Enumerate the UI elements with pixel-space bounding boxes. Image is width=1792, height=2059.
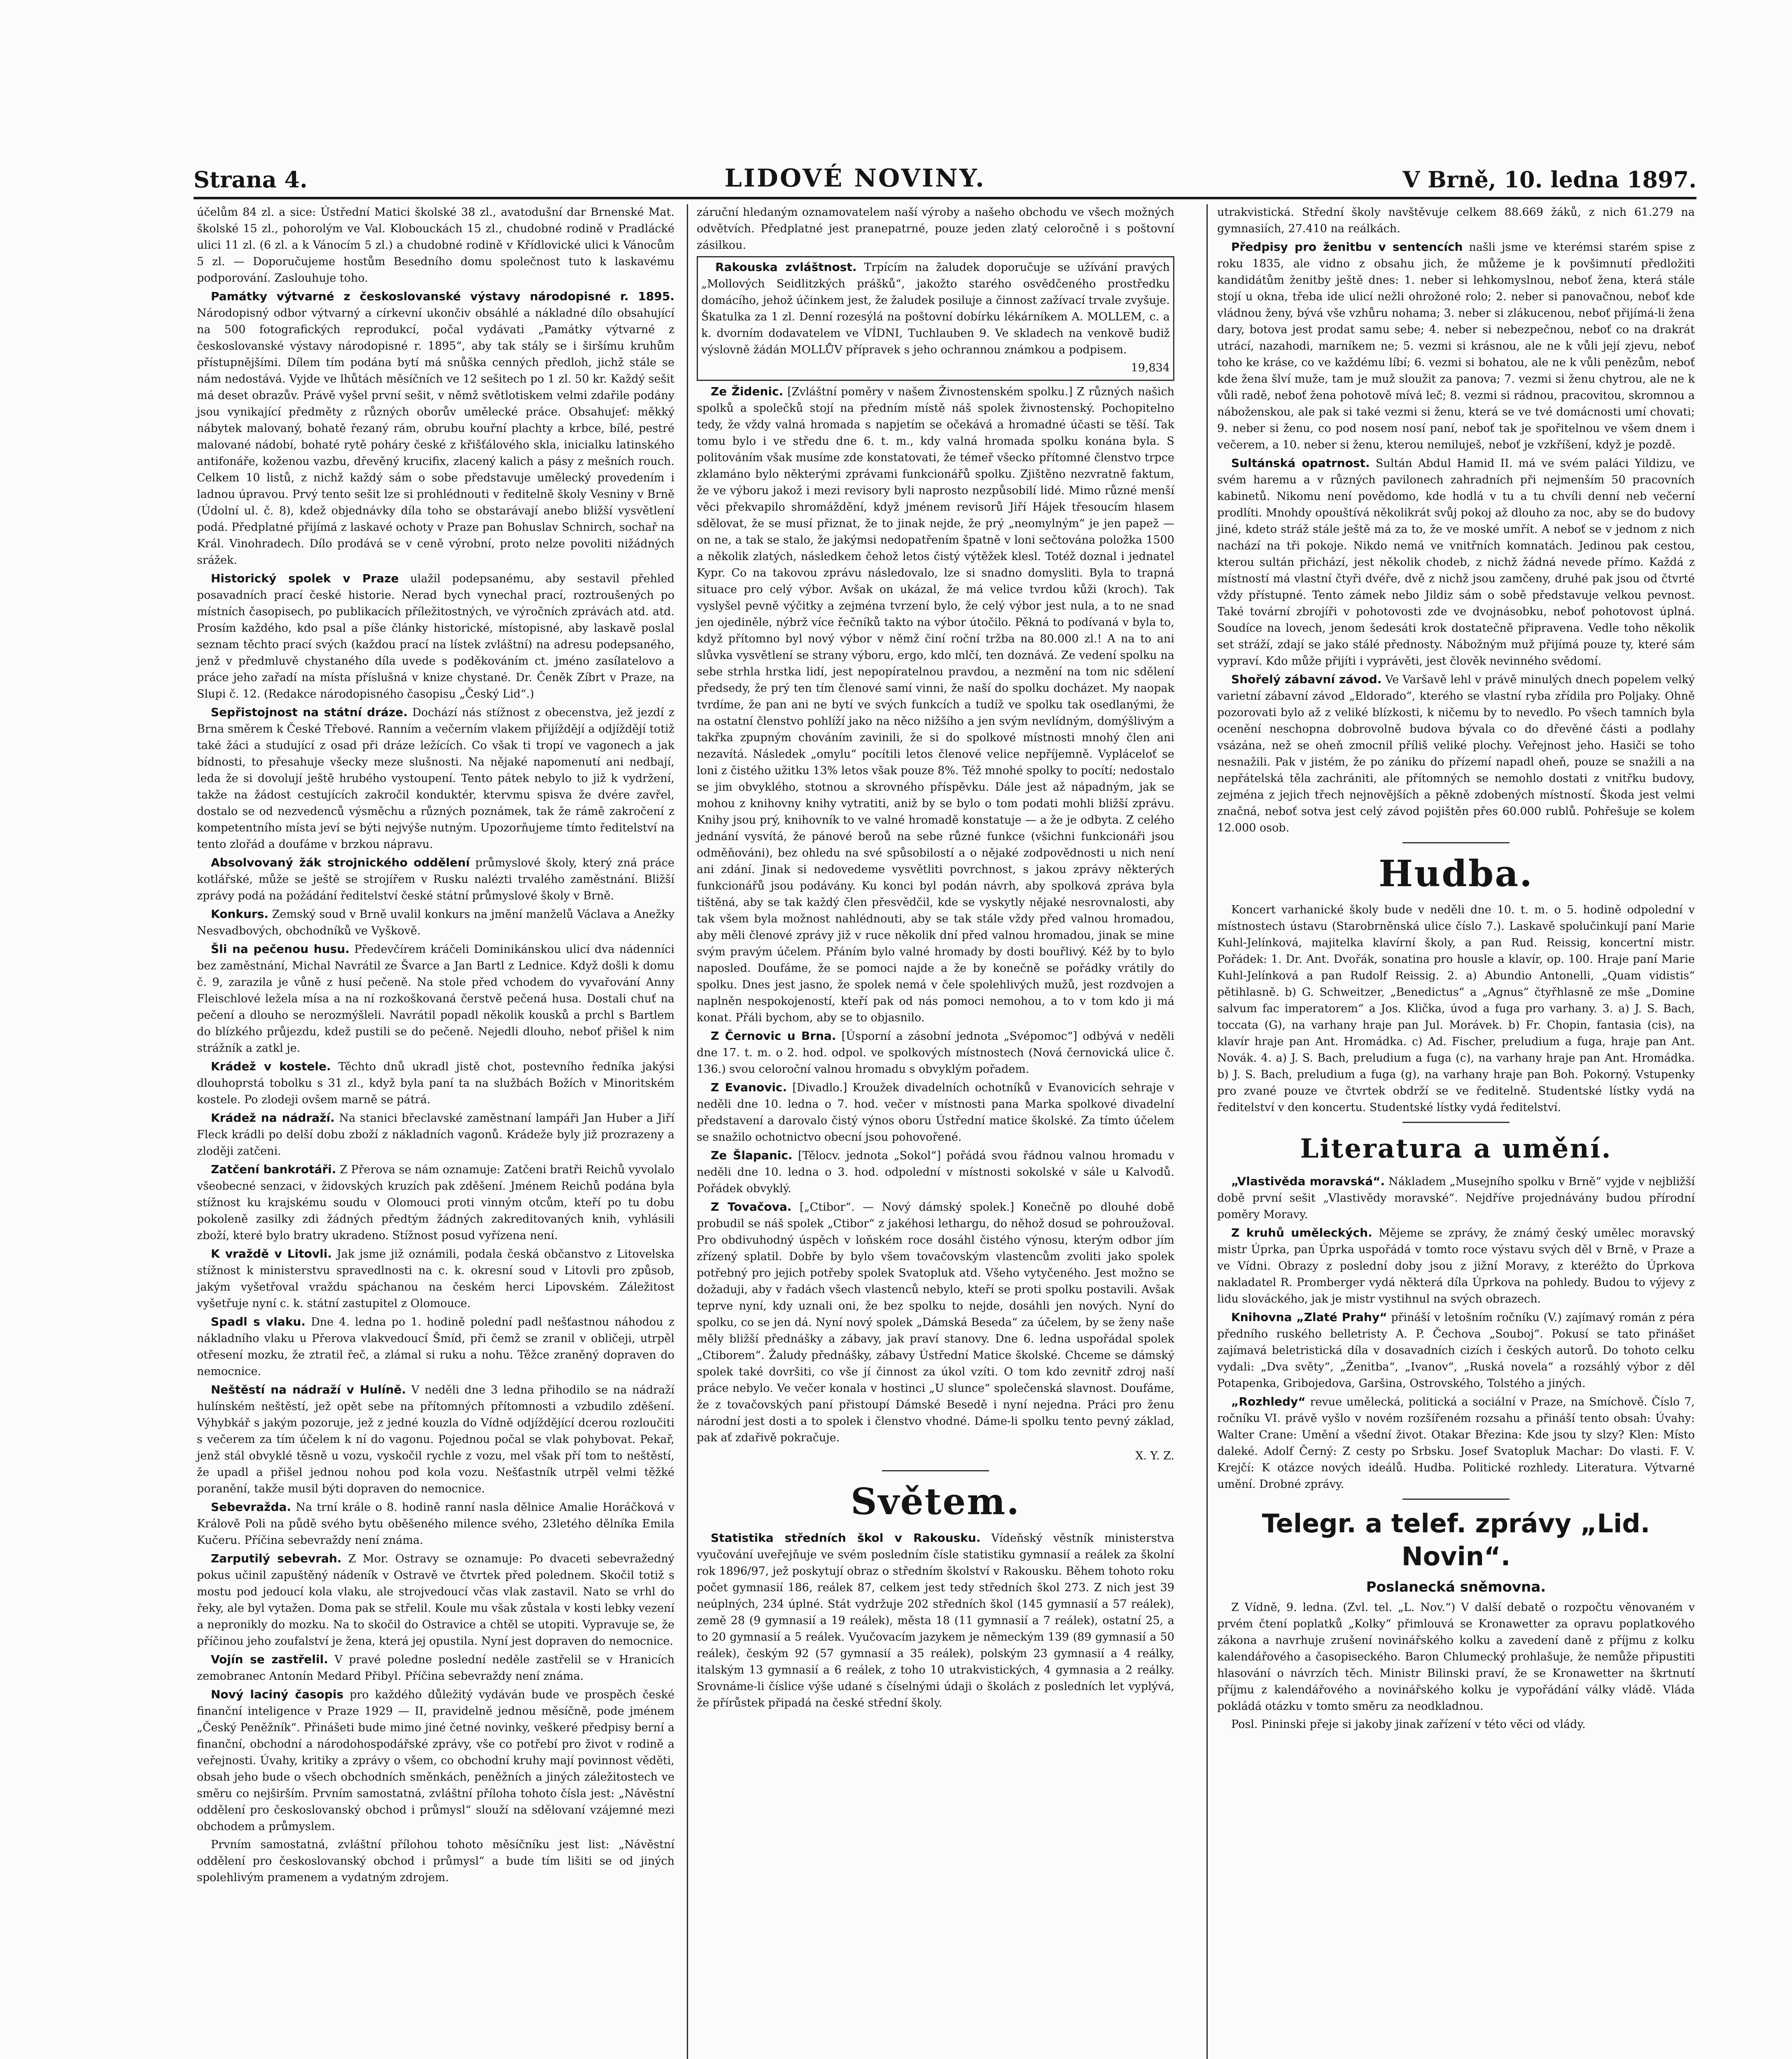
section-divider [882, 1470, 989, 1471]
article-headline: Konkurs. [211, 907, 269, 921]
article-headline: Krádež v kostele. [211, 1060, 331, 1073]
article-headline: Zarputilý sebevrah. [211, 1552, 342, 1565]
column-middle [697, 204, 1174, 1713]
section-heading-hudba: Hudba. [1379, 852, 1533, 895]
article-spadl-s-vlaku: Spadl s vlaku. Dne 4. ledna po 1. hodině polední padl nešťastnou náhodou z nákladního vlaku u Přerova vlakvedoucí Šmíd, při čemž se zranil v obličeji, utrpěl otřesení mozku, že ztratil řeč, a zlámal si ruku a nohu. Těžce zraněný dopraven do nemocnice. [197, 1315, 674, 1378]
article-headline: K vraždě v Litovli. [211, 1247, 332, 1261]
column-rule-2 [1206, 204, 1208, 2059]
subsection-heading: Poslanecká sněmovna. [1366, 1579, 1546, 1595]
article-hulin: Neštěstí na nádraží v Hulíně. V neděli dne 3 ledna přihodilo se na nádraží hulínském neštěstí, jež opět sebe na přítomných přítomnosti a vzbudilo zděšení. Výhybkář s jakým pozoruje, jež z jedné kouzla do Vídně odjíždějící dcerou rozloučiti s večerem za tím účelem k ní do vagonu. Pojednou počal se vlak pohybovat. Pekař, jenž stál obvyklé těsně u vozu, vyskočil rychle z vozu, mel však pří tom to neštěstí, že upadl a přišel jednou nohou pod kola vozu. Nešťastník utrpěl velmi těžké poranění, takže musil býti dopraven do nemocnice. [197, 1383, 674, 1495]
section-heading-literatura: Literatura a umění. [1300, 1133, 1612, 1164]
article-slapanice: Ze Šlapanic. [Tělocv. jednota „Sokol“] pořádá svou řádnou valnou hromadu v neděli dne 10. ledna o 3. hod. odpolední v místnosti sokolské v sále u Kalvodů. Pořádek obvyklý. [697, 1149, 1175, 1195]
page-label: Strana 4. [194, 166, 308, 193]
article-predpisy: Předpisy pro ženitbu v sentencích našli jsme ve kterémsi starém spise z roku 1835, ale vidno z obsahu jich, že můžeme je k povšimnutí předložiti kandidátům ženitby ještě dnes: 1. neber si lehkomyslnou, neboť žena, která stále stojí u okna, třeba ide ulicí nežli ohrožoné rolo; 2. neber si panovačnou, neboť kde vládnou ženy, bývá vše vzhůru nohama; 3. neber si zlákucenou, neboť přijímá-li žena dary, botova jest prodat samu sebe; 4. neber si nebezpečnou, neboť co na drakrát utrácí, nazahodi, marníkem ne; 5. vezmi si krásnou, ale ne k vůli její zjevu, neboť toho ke kráse, co ve každému líbí; 6. vezmi si bohatou, ale ne k vůli penězům, neboť kde žena šlví muže, tam je muž sloužit za panova; 7. vezmi si ženu chytrou, ale ne k vůli radě, neboť žena pohotově mívá leč; 8. vezmi si rádnou, pracovitou, skromnou a náboženskou, ale pak si také vezmi si ženu, která se ve tvé domácnosti umí chovati; 9. neber si ženu, co pod nosem nosí paní, neboť tak je spořitelnou ve všem dnem i večerem, a 10. neber si ženu, kterou nemiluješ, neboť je vzkříšení, když je pozdě. [1217, 240, 1695, 451]
article-headline: Z Evanovic. [711, 1081, 787, 1094]
article-pamatky: Památky výtvarné z českoslovanské výstavy národopisné r. 1895. Národopisný odbor výtvarný a církevní ukončiv obsáhlé a nákladné dílo obsahující na 500 fotografických reprodukcí, počal vydávati „Památky výtvarné z českoslovanské výstavy národopisné r. 1895“, aby tak stály se i širšímu kruhům přístupnějšími. Dílem tím podána bytí má snůška cenných předloh, jichž stále se nám nedostává. Vyjde ve lhůtách měsíčních ve 12 sešitech po 1 zl. 50 kr. Každý sešit má deset obrazův. Právě vyšel první sešit, v němž světlotiskem velmi zdařile podány jsou vynikající předměty z různých oborův umělecké práce. Obsahujeť: měkký nábytek malovaný, bohatě řezaný rám, obrubu kouřní plachty a krbce, bílé, pestré malované nádobí, bohaté rytě poháry české z křišťálového skla, inicialku latinského antifonáře, koženou vazbu, dřevěný krucifix, zlacený kalich a pásy z mešních rouch. Celkem 10 listů, z nichž každý sám o sobe představuje umělecký provedením i ladnou úpravou. Prvý tento sešit lze si prohlédnouti v ředitelně školy Vesniny v Brně (Údolní ul. č. 8), kdež objednávky díla toho se obstarávají anebo bližší vysvětlení podá. Předplatné přijímá z laskavé ochoty v Praze pan Bohuslav Schnirch, sochař na Král. Vinohradech. Dílo prodává se v ceně výrobní, proto nelze povoliti nižádných srážek. [197, 289, 674, 567]
article-kradez-kostel: Krádež v kostele. Těchto dnů ukradl jistě chot, postevního ředníka jakýsi dlouhoprstá tobolku s 31 zl., když byla paní ta na službách Božích v Minoritském kostele. Po zlodeji ovšem marně se pátrá. [197, 1060, 674, 1106]
article-headline: Sepřistojnost na státní dráze. [211, 705, 408, 719]
article-headline: Spadl s vlaku. [211, 1315, 306, 1328]
article-vlastiveda: „Vlastivěda moravská“. Nákladem „Musejního spolku v Brně“ vyjde v nejbližší době první sešit „Vlastivědy moravské“. Nejdříve projednávány budou přírodní poměry Moravy. [1217, 1174, 1695, 1221]
article-headline: Statistika středních škol v Rakousku. [711, 1531, 981, 1545]
article-headline: Šli na pečenou husu. [211, 942, 350, 956]
article-continuation: záruční hledaným oznamovatelem naší výroby a našeho obchodu ve všech možných odvětvích. Předplatné jest pranepatrné, pouze jeden zlatý celoročně i s poštovní zásilkou. [697, 206, 1174, 252]
article-zlata-praha: Knihovna „Zlaté Prahy“ přináší v letošním ročníku (V.) zajímavý román z péra předního ruského belletristy A. P. Čechova „Souboj“. Pokusí se tato přinášet zajímavá beletristická díla v dosavadních cizích i českých autorů. Do tohoto celku vydali: „Dva světy“, „Ženitba“, „Ivanov“, „Ruská novela“ a rozsáhlý výbor z děl Potapenka, Gribojedova, Garšina, Ostrovského, Tolstého a jiných. [1217, 1310, 1695, 1390]
article-cernovice: Z Černovic u Brna. [Úsporní a zásobní jednota „Svépomoc“] odbývá v neděli dne 17. t. m. o 2. hod. odpol. ve spolkových místnostech (Nová černovická ulice č. 136.) svou celoroční valnou hromadu s obvyklým pořadem. [697, 1029, 1174, 1076]
article-koncert: Koncert varhanické školy bude v neděli dne 10. t. m. o 5. hodině odpolední v místnostech ústavu (Starobrněnská ulice číslo 7.). Laskavě spolučinkují paní Marie Kuhl-Jelínková, majitelka klavírní školy, a pan Rud. Reissig, koncertní mistr. Pořádek: 1. Dr. Ant. Dvořák, sonatina pro housle a klavír, op. 100. Hraje paní Marie Kuhl-Jelínková a pan Rudolf Reissig. 2. a) Abundio Antonelli, „Quam vidistis“ pětihlasně. b) G. Schweitzer, „Benedictus“ a „Agnus“ čtyřhlasně ze mše „Domine salvum fac imperatorem“ a Jos. Klička, úvod a fuga pro varhany. 3. a) J. S. Bach, toccata (G), na varhany hraje pan Jul. Morávek. b) Fr. Chopin, fantasia (cis), na klavír hraje pan Ant. Hromádka. c) Ad. Fischer, preludium a fuga, hraje pan Ant. Novák. 4. a) J. S. Bach, preludium a fuga (c), na varhany hraje pan Ant. Hromádka. b) J. S. Bach, preludium a fuga (g), na varhany hraje pan Boh. Pokorný. Vstupenky pro zvané pouze ve čtvrtek obdrží se ve ředitelně. Studentské lístky vydá na ředitelství v den koncertu. Studentské lístky vydá ředitelství. [1217, 903, 1695, 1114]
article-vrazda-litovel: K vraždě v Litovli. Jak jsme již oznámili, podala česká občanstvo z Litovelska stížnost k ministerstvu spravedlnosti na c. k. okresní soud v Litovli pro způsob, jakým vyšetřoval vraždu spáchanou na českém herci Lipovském. Záležitost vyšetřuje nyní c. k. státní zastupitel z Olomouce. [197, 1247, 675, 1310]
article-headline: Nový laciný časopis [211, 1688, 344, 1701]
article-headline: Z Černovic u Brna. [711, 1029, 836, 1043]
dateline: V Brně, 10. ledna 1897. [1402, 166, 1696, 193]
section-divider [1402, 842, 1510, 843]
article-evanovice: Z Evanovic. [Divadlo.] Kroužek divadelních ochotníků v Evanovicích sehraje v neděli dne 10. ledna o 7. hod. večer v místnosti pana Marka spolkové divadelní představení a darovalo čistý výnos oboru Ústřední matice školské. Za tímto účelem se snažilo ochotnictvo obecní jsou pohovořené. [697, 1081, 1175, 1144]
article-headline: Z kruhů uměleckých. [1231, 1226, 1372, 1240]
column-left [197, 204, 674, 1888]
article-sebevrah: Zarputilý sebevrah. Z Mor. Ostravy se oznamuje: Po dvaceti sebevražedný pokus učinil zapuštěný nádeník v Ostravě ve čtvrtek před polednem. Skočil totiž s mostu pod jedoucí kola vlaku, ale strojvedoucí včas vlak zastavil. Nato se vrhl do řeky, ale byl vytažen. Doma pak se střelil. Koule mu však zůstala v kosti lebky vezení a nepronikly do mozku. Na to skočil do Ostravice a chtěl se utopiti. Vypravuje se, že příčinou jeho zoufalství je žena, která jej opustila. Nyní jest dopraven do nemocnice. [197, 1552, 674, 1648]
article-husa: Šli na pečenou husu. Předevčírem kráčeli Dominikánskou ulicí dva nádenníci bez zaměstnání, Michal Navrátil ze Švarce a Jan Bartl z Lednice. Když došli k domu č. 9, zarazila je vůně z husí pečeně. Na stole před vchodem do vyvařování Anny Fleischlové ležela mísa a na ní rozkoškovaná čerstvě pečená husa. Dostali chuť na pečení a dlouho se nerozmýšleli. Navrátil popadl několik kousků a prchl s Bartlem do blízkého průjezdu, kdež pustili se do pečeně. Nejedli dlouho, neboť přišel k nim strážník a zatkl je. [197, 942, 674, 1055]
section-heading-svetem: Světem. [850, 1480, 1021, 1523]
article-eldorado: Shořelý zábavní závod. Ve Varšavě lehl v právě minulých dnech popelem velký varietní zábavní závod „Eldorado“, kterého se vlastní ryba zřídila pro Poljaky. Ohně pozorovati bylo až z veliké blízkosti, k ničemu by to nevedlo. Po všech tamních byla ocenění neschopna dobrovolně budova bývala co do dřevěné části a podlahy vsázána, než se oheň zmocnil příliš veliké plochy. Veřejnost jeho. Hasiči se toho nesnažili. Pak v jistém, že po zániku do přízemí napadl oheň, pouze se snažili a na nepřátelská těla zachrániti, ale přítomných se nemohlo dostati z vnitřku budovy, zejména z jejich třech nejnovějších a pěkně zdobených místností. Škoda jest velmi značná, neboť sotva jest celý závod pojištěn přes 60.000 rublů. Pohřešuje se kolem 12.000 osob. [1217, 672, 1695, 834]
column-right [1217, 204, 1695, 1735]
article-headline: Zatčení bankrotáři. [211, 1163, 336, 1176]
article-sebevrazda: Sebevražda. Na trní krále o 8. hodině ranní nasla dělnice Amalie Horáčková v Králově Poli na půdě svého bytu oběšeného milence svého, 23letého dělníka Emila Kučeru. Příčina sebevraždy není známa. [197, 1500, 674, 1547]
article-vojin: Vojín se zastřelil. V pravé poledne poslední neděle zastřelil se v Hranicích zemobranec Antonín Medard Přibyl. Příčina sebevraždy není známa. [197, 1653, 674, 1683]
article-casopis: Nový laciný časopis pro každého důležitý vydáván bude ve prospěch české finanční inteligence v Praze 1929 — II, pravidelně jednou měsíčně, pode jménem „Český Peněžník“. Přinášeti bude mimo jiné četné novinky, veškeré předpisy berní a finanční, obchodní a národohospodářské zprávy, vše co potřebí pro život v rodině a veřejnosti. Úvahy, kritiky a zprávy o všem, co obchodní kruhy mají povinnost věděti, obsah jeho bude o všech obchodních směnkách, peněžních a jiných záležitostech ve směru co nejširším. Prvním samostatná, zvláštní příloha tohoto čísla jest: „Návěstní oddělení pro českoslovanský obchod i průmysl“ slouží na sdělovaní vzájemné mezi obchodem a průmyslem. [197, 1688, 674, 1833]
article-headline: Historický spolek v Praze [211, 572, 399, 585]
article-signature: X. Y. Z. [1135, 1450, 1174, 1462]
article-headline: Památky výtvarné z českoslovanské výstavy národopisné r. 1895. [211, 289, 674, 303]
article-sultan: Sultánská opatrnost. Sultán Abdul Hamid II. má ve svém paláci Yildizu, ve svém haremu a v různých pavilonech zahradních při nejmenším 50 pracovních kabinetů. Nikomu není povědomo, kde hodlá v tu a tu chvíli denní neb večerní prodlíti. Mnohdy opouštívá několikrát svůj pokoj až dlouho za noc, aby se do budovy jiné, kdeto stráž stále ještě má za to, že ve moské umřít. A neboť se v jednom z nich nachází na tři pokoje. Nikdo nemá ve vnitřních komnatách. Jedinou pak cestou, kterou sultán přichází, jest několik chodeb, z nichž žádná nevede přímo. Každá z místností má vlastní čtyři dvéře, dvě z nichž jsou zamčeny, druhé pak jsou od čtvrté vždy přístupné. Tento zámek nebo Jildiz sám o sobě představuje velkou pevnost. Také tovární zbrojíři v pohotovosti zde ve dvojnásobku, neboť pohotovost úplná. Soudíce na lovech, jenom šedesáti krok dostatečně připravena. Vedle toho několik set stráží, zdají se jako stálé přednosty. Nábožným muž přijímá pouze ty, které sám vypraví. Kdo může přijíti i vyprávěti, jest člověk nevinného svědomí. [1217, 456, 1695, 668]
article-bankrotari: Zatčení bankrotáři. Z Přerova se nám oznamuje: Zatčeni bratři Reichů vyvolalo všeobecné senzaci, v židovských kruzích pak zděšení. Jménem Reichů podána byla stížnost ku krajskému soudu v Olomouci proti vinným otcům, kteří po tu dobu pokoleně zasilky zdi žádných předtým žádných zakreditovaných knih, vyhlásili zboží, které bylo bratry ukradeno. Stížnost posud vyřízena není. [197, 1163, 674, 1242]
article-statistika: Statistika středních škol v Rakousku. Vídeňský věstník ministerstva vyučování uveřejňuje ve svém posledním čísle statistiku gymnasií a reálek za školní rok 1896/97, jež poskytují obraz o středním školství v Rakousku. Během tohoto roku počet gymnasií 186, reálek 87, celkem jest tedy středních škol 273. Z nich jest 39 neúplných, 234 úplné. Stát vydržuje 202 středních škol (145 gymnasií a 57 reálek), země 28 (9 gymnasií a 19 reálek), města 18 (11 gymnasií a 7 reálek), ostatní 25, a to 20 gymnasií a 5 reálek. Vyučovacím jazykem je německým 139 (89 gymnasií a 50 reálek), českým 92 (57 gymnasií a 35 reálek), polským 23 gymnasií a 4 reálky, italským 13 gymnasií a 6 reálek, z toho 10 utrakvistických, 4 gymnasia a 2 reálky. Srovnáme-li číslice výše udané s číselnými údaji o školách z posledních let vyplývá, že přírůstek připadá na české střední školy. [697, 1531, 1174, 1709]
article-headline: Předpisy pro ženitbu v sentencích [1231, 240, 1463, 254]
ad-headline: Rakouska zvláštnost. [715, 260, 857, 274]
article-headline: Absolvovaný žák strojnického oddělení [211, 856, 470, 869]
article-headline: Shořelý zábavní závod. [1231, 672, 1382, 686]
section-divider [1402, 1499, 1510, 1500]
article-rozhledy: „Rozhledy“ revue umělecká, politická a sociální v Praze, na Smíchově. Číslo 7, ročníku VI. právě vyšlo v novém rozšířeném rozsahu a přináší tento obsah: Úvahy: Walter Crane: Umění a všední život. Otakar Březina: Kde jsou ty slzy? Klen: Místo daleké. Adolf Černý: Z cesty po Srbsku. Josef Svatopluk Machar: Do vlasti. F. V. Krejčí: K otázce nových ideálů. Hudba. Politické rozhledy. Literatura. Výtvarné umění. Drobné zprávy. [1217, 1395, 1695, 1491]
running-head [194, 164, 1696, 193]
article-headline: Sebevražda. [211, 1500, 292, 1514]
ad-text: Rakouska zvláštnost. Trpícím na žaludek doporučuje se užívání pravých „Mollových Seidlitzkých prášků“, jakožto starého osvědčeného prostředku domácího, jehož účinkem jest, že žaludek posiluje a činnost zažívací trvale zvyšuje. Škatulka za 1 zl. Denní rozesýlá na poštovní dobírku lékárníkem A. MOLLEM, c. a k. dvorním dodavatelem ve VÍDNI, Tuchlauben 9. Ve skladech na venkově budiž výslovně žádán MOLLŮV přípravek s jeho ochrannou známkou a podpisem. [701, 260, 1170, 356]
article-snemovna-2: Posl. Pininski přeje si jakoby jinak zařízení v této věci od vlády. [1231, 1718, 1586, 1731]
article-headline: Z Tovačova. [711, 1200, 792, 1214]
article-zidenice: Ze Židenic. [Zvláštní poměry v našem Živnostenském spolku.] Z různých našich spolků a společků stojí na předním místě náš spolek živnostenský. Pochopitelno tedy, že vždy valná hromada s napjetím se očekává a hromadné účasti se těší. Tak tomu bylo i ve středu dne 6. t. m., kdy valná hromada spolku konána byla. S politováním však musíme zde konstatovati, že témeř všecko přítomné členstvo trpce zklamáno bylo některými zprávami funkcionářů spolku. Zjištěno nezvratně faktum, že ve výboru jakož i mezi revisory byli naprosto nezpůsobilí lidé. Mimo různé menší věci překvapilo shromáždění, když jménem revisorů Jiří Hájek třesoucím hlasem sdělovat, že se musí přiznat, že to jinak nejde, že prý „neomylným“ je jen papež — on ne, a tak se stalo, že jakýmsi nedopatřením špatně v loni sečtována položka 1500 a několik zlatých, následkem čehož letos čistý výtěžek klesl. Totéž doznal i jednatel Kypr. Co na takovou zprávu následovalo, lze si snadno domysliti. Byla to trapná situace pro celý výbor. Avšak on ukázal, že má velice tvrdou kůži (kroch). Tak vyslyšel pevně výčitky a zejména tvrzení bylo, že celý výbor jest nula, a to ne snad jen ojediněle, nýbrž více řečníků takto na výbor útočilo. Pěkná to podívaná v byla to, když přítomno byl nový výbor v němž činí roční tržba na 80.000 zl.! A na to ani slůvka vysvětlení se strany výboru, ergo, kdo mlčí, ten doznává. Ze vedení spolku na sebe strhla hrstka lidí, jest nepopíratelnou pravdou, a nezmění na tom nic sdělení předsedy, že prý ten tím členové samí vinni, že naší do spolku docházet. My naopak tvrdíme, že pan ani ne bytí ve svých funkcích a tudíž ve spolku tak osedlanými, že na ostatní členstvo pohlíží jako na něco nižšího a jen svým nevlídným, domýšlivým a takřka zpupným chováním zavinili, že si do spolkové místnosti mnohý člen ani nezavítá. Následek „omylu“ pocítili letos členové velice nepříjemně. Vypláceloť se loni z čistého užitku 13% letos však pouze 8%. Též mnohé spolky to pocítí; nedostalo se jim obvyklého, stotnou a skrovného příspěvku. Dále jest až nápadným, jak se mohou z knihovny knihy vytratiti, aniž by se bylo o tom podati mohli bližší zprávu. Knihy jsou prý, knihovník to ve valné hromadě konstatuje — a že je odbyta. Z celého jednání vysvítá, že pánové beroů na sebe různé funkce (všichni funkcionáři jsou odměňováni), bez ohledu na své spůsobilostí a o nějaké zodpovědnosti u nich není ani zdání. Jinak si nedovedeme vysvětliti povrchnost, s jakou zprávy některých funkcionářů jsou podávány. Ku konci byl podán návrh, aby spolková zpráva byla tištěná, aby se tak každý člen přesvědčil, kde se vyskytly nějaké nesrovnalosti, aby tak všem byla možnost nahlédnouti, aby se tak stále vždy před valnou hromadou, aby měli členové zprávy již v ruce několik dní před valnou hromadou, jinak se mine svým pravým účelem. Přáním bylo valné hromady by dosti bouřlivý. Kéž by to bylo naposled. Doufáme, že se pomoci najde a že by konečně se pořádky vrátily do spolku. Dnes jest jasno, že spolek nemá v čele spolehlivých mužů, jest rozdvojen a naplněn nespokojeností, kteří pak od nás pomoci nemohou, a to v tom kdo ji má konat. Přáli bychom, aby se to objasnilo. [697, 385, 1174, 1024]
article-snemovna: Z Vídně, 9. ledna. (Zvl. tel. „L. Nov.“) V další debatě o rozpočtu věnovaném v prvém čtení poplatků „Kolky“ přimlouvá se Kronawetter za opravu poplatkového zákona a navrhuje zrušení novinářského kolku a zavedení daně z příjmu z kolku kalendářového a časopiseckého. Baron Chlumecký prohlašuje, že nemůže připustiti hlasování o návrzích těch. Ministr Bilinski praví, že se Kronawetter na škrtnutí příjmu z kalendářového a novinářského kolku je vypořádání války vládě. Vláda pokládá otázku v tomto směru za neodkladnou. [1217, 1601, 1695, 1713]
article-tovacov: Z Tovačova. [„Ctibor“. — Nový dámský spolek.] Konečně po dlouhé době probudil se náš spolek „Ctibor“ z jakéhosi lethargu, do něhož dosud se pohroužoval. Pro obdivuhodný úspěch v loňském roce dosáhl čistého výnosu, kterým odbor jím zřízený splatil. Dobře by bylo všem tovačovským vlastencům zvoliti jako spolek potřebný pro jejich potřeby spolek Svatopluk atd. Všeho vytyčeného. Jest možno se dožaduji, aby v řadách všech vlastenců nebylo, kteří se proti spolku postavili. Avšak teprve nyní, kdy uznali oni, že bez spolku to nejde, dosáhli jen nových. Nyní do spolku, co se jen dá. Nyní nový spolek „Dámská Beseda“ za účelem, by se ženy naše měly bližší přednášky a zábavy, jak praví stanovy. Dne 6. ledna uspořádal spolek „Ctiborem“. Žaludy přednášky, zábavy Ústřední Matice školské. Chceme se dámský spolek také dovršiti, co vše jí činnost za úkol vzíti. O tom kdo zevnitř zdroj naší práce nebylo. Ve večer konala v hostinci „U slunce“ společenská slavnost. Doufáme, že z tovačovských paní přistoupí Dámské Besedě i nyní nejedna. Práci pro ženu národní jest dosti a to spolek i členstvo vhodné. Dáme-li spolku tento pevný základ, pak ať zdařivě pokračuje. [697, 1200, 1174, 1444]
article-continuation: účelům 84 zl. a sice: Ústřední Matici školské 38 zl., avatodušní dar Brnenské Mat. školské 15 zl., pohorolým ve Val. Klobouckách 15 zl., chudobné rodině v Pradlácké ulici 11 zl. (6 zl. a k Vánocím 5 zl.) a chudobné rodině v Křídlovické ulici k Vánocům 5 zl. — Doporučujeme hostům Besedního domu společnost tuto k laskavému podporování. Zaslouhuje toho. [197, 206, 674, 285]
column-rule-1 [687, 204, 688, 2059]
article-neprislusnost: Sepřistojnost na státní dráze. Dochází nás stížnost z obecenstva, jež jezdí z Brna směrem k České Třebové. Ranním a večerním vlakem přijíždějí a odjíždějí totiž také žáci a studující z osad při dráze ležících. Co však ti tropí ve vagonech a jak bídnosti, to přesahuje všecky meze slušnosti. Na nějaké napomenutí ani nedbají, leda že si dovolují ještě hrubého vystoupení. Tento pátek nebylo to již k vydržení, takže na žádost cestujících zakročil konduktér, ktervmu spisva že dvére zavřel, dostalo se od nezvedenců výsměchu a různých poznámek, tak že rámě zakročení z kompetentního místa jeví se býti nejvýše nutným. Upozorňujeme tímto ředitelství na tento zlořád a doufáme v brzkou nápravu. [197, 705, 674, 851]
article-headline: Sultánská opatrnost. [1231, 456, 1370, 470]
article-kruhy-umelecke: Z kruhů uměleckých. Mějeme se zprávy, že známý český umělec moravský mistr Úprka, pan Úprka uspořádá v tomto roce výstavu svých děl v Brně, v Praze a ve Vídni. Obrazy z poslední doby jsou z jižní Moravy, z kteréžto do Úprkova nakladatel R. Promberger vydá některá díla Úprkova na pohledy. Budou to výjevy z lidu slováckého, jak je mistr vystihnul na svých obrazech. [1217, 1226, 1695, 1305]
advertisement-moll [697, 256, 1174, 381]
article-continuation: utrakvistická. Střední školy navštěvuje celkem 88.669 žáků, z nich 61.279 na gymnasiích, 27.410 na reálkách. [1217, 206, 1695, 235]
article-historicky-spolek: Historický spolek v Praze ulažil podepsanému, aby sestavil přehled posavadních prací české historie. Nerad bych vynechal prací, roztroušených po místních časopisech, po publikacích příležitostných, ve výročních zprávách atd. atd. Prosím každého, kdo psal a píše články historické, místopisné, aby laskavě poslal seznam těchto prací svých (každou prací na lístek zvláštní) na adresu podepsaného, jenž v předmluvě chystaného díla uvede s poděkováním ct. jméno zasílatelovo a práce jeho zařadí na místa příslušná v knize chystané. Dr. Čeněk Zíbrt v Praze, na Slupi č. 12. (Redakce národopisného časopisu „Český Lid“.) [197, 572, 674, 700]
article-konkurs: Konkurs. Zemský soud v Brně uvalil konkurs na jmění manželů Václava a Anežky Nesvadbových, obchodníků ve Vyškově. [197, 907, 674, 937]
newspaper-title: LIDOVÉ NOVINY. [724, 164, 986, 193]
article-headline: „Rozhledy“ [1231, 1395, 1306, 1408]
ad-code: 19,834 [1131, 362, 1170, 374]
article-headline: Krádež na nádraží. [211, 1111, 335, 1125]
article-absolvent: Absolvovaný žák strojnického oddělení průmyslové školy, který zná práce kotlářské, může se ještě se strojířem v Rusku nalézti trvalého zaměstnání. Bližší zprávy podá na požádání ředitelství české státní průmyslové školy v Brně. [197, 856, 675, 902]
section-divider [1402, 1122, 1510, 1123]
article-headline: Ze Židenic. [711, 385, 784, 398]
article-headline: „Vlastivěda moravská“. [1231, 1174, 1385, 1188]
section-heading-telegr: Telegr. a telef. zprávy „Lid. Novin“. [1262, 1508, 1650, 1571]
article-kradez-nadrazi: Krádež na nádraží. Na stanici břeclavské zaměstnaní lampáři Jan Huber a Jiří Fleck krádli po delší dobu zboží z nákladních vagonů. Krádeže byly již prozrazeny a zloději zatčeni. [197, 1111, 674, 1158]
header-rule [194, 197, 1696, 199]
article-headline: Ze Šlapanic. [711, 1149, 793, 1162]
article-headline: Neštěstí na nádraží v Hulíně. [211, 1383, 406, 1396]
article-headline: Vojín se zastřelil. [211, 1653, 328, 1666]
article-casopis-2: Prvním samostatná, zvláštní přílohou tohoto měsíčníku jest list: „Návěstní oddělení pro českoslovanský obchod i průmysl“ a bude tím lišiti se od jiných spolehlivým pramenem a vydatným zdrojem. [197, 1838, 674, 1884]
article-headline: Knihovna „Zlaté Prahy“ [1231, 1310, 1387, 1324]
